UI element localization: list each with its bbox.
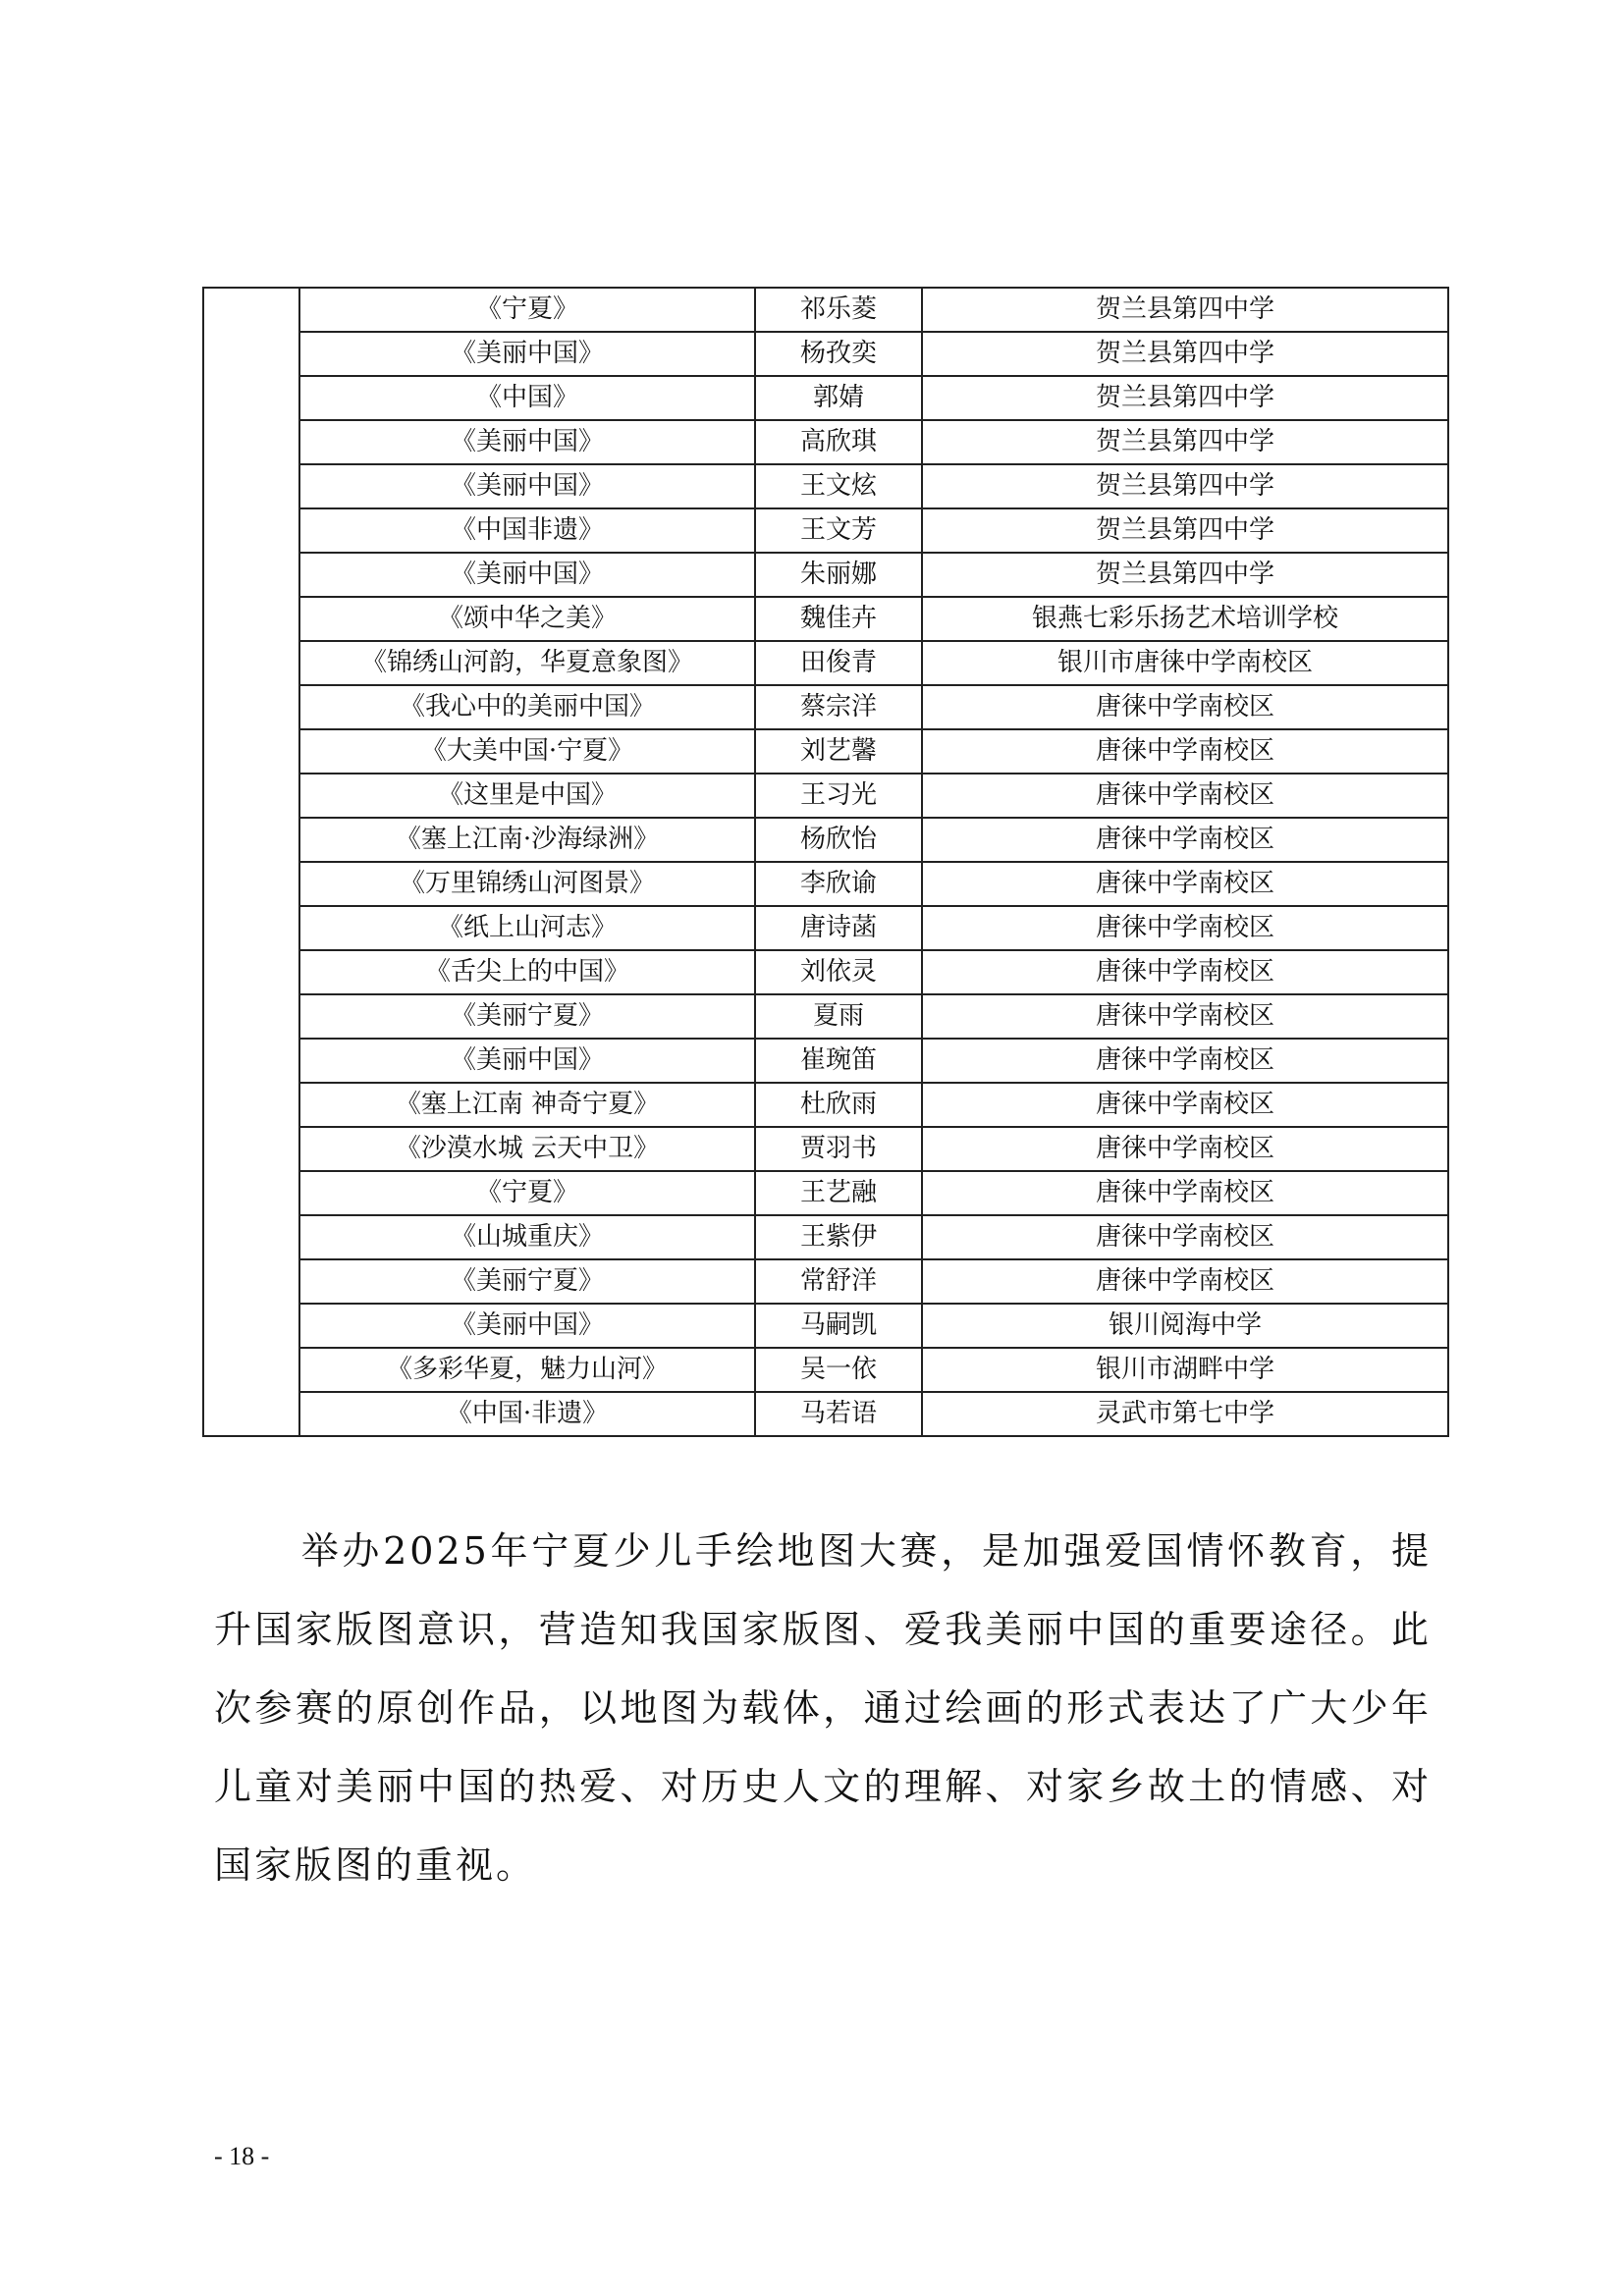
author-cell: 朱丽娜 bbox=[755, 553, 922, 597]
school-cell: 贺兰县第四中学 bbox=[922, 288, 1448, 332]
table-row bbox=[203, 332, 1448, 376]
table-row bbox=[203, 906, 1448, 950]
author-cell: 夏雨 bbox=[755, 994, 922, 1039]
school-cell: 唐徕中学南校区 bbox=[922, 994, 1448, 1039]
table-row bbox=[203, 641, 1448, 685]
work-title-cell: 《美丽中国》 bbox=[299, 464, 755, 508]
work-title-cell: 《中国·非遗》 bbox=[299, 1392, 755, 1436]
author-cell: 马嗣凯 bbox=[755, 1304, 922, 1348]
author-cell: 高欣琪 bbox=[755, 420, 922, 464]
school-cell: 银川市唐徕中学南校区 bbox=[922, 641, 1448, 685]
school-cell: 唐徕中学南校区 bbox=[922, 862, 1448, 906]
table-row bbox=[203, 508, 1448, 553]
work-title-cell: 《这里是中国》 bbox=[299, 774, 755, 818]
school-cell: 唐徕中学南校区 bbox=[922, 774, 1448, 818]
table-row bbox=[203, 1127, 1448, 1171]
table-row bbox=[203, 950, 1448, 994]
award-list-table bbox=[202, 287, 1449, 1437]
work-title-cell: 《美丽中国》 bbox=[299, 1304, 755, 1348]
work-title-cell: 《纸上山河志》 bbox=[299, 906, 755, 950]
table-row bbox=[203, 597, 1448, 641]
author-cell: 魏佳卉 bbox=[755, 597, 922, 641]
author-cell: 王文芳 bbox=[755, 508, 922, 553]
work-title-cell: 《多彩华夏，魅力山河》 bbox=[299, 1348, 755, 1392]
author-cell: 王艺融 bbox=[755, 1171, 922, 1215]
work-title-cell: 《塞上江南 神奇宁夏》 bbox=[299, 1083, 755, 1127]
author-cell: 王习光 bbox=[755, 774, 922, 818]
school-cell: 唐徕中学南校区 bbox=[922, 1127, 1448, 1171]
work-title-cell: 《宁夏》 bbox=[299, 1171, 755, 1215]
author-cell: 田俊青 bbox=[755, 641, 922, 685]
author-cell: 王紫伊 bbox=[755, 1215, 922, 1259]
merged-category-cell bbox=[203, 288, 299, 1436]
author-cell: 杨孜奕 bbox=[755, 332, 922, 376]
author-cell: 贾羽书 bbox=[755, 1127, 922, 1171]
paragraph-text: 举办2025年宁夏少儿手绘地图大赛，是加强爱国情怀教育，提升国家版图意识，营造知我国家版图、爱我美丽中国的重要途径。此次参赛的原创作品，以地图为载体，通过绘画的形式表达了广大少年儿童对美丽中国的热爱、对历史人文的理解、对家乡故土的情感、对国家版图的重视。 bbox=[214, 1529, 1432, 1887]
school-cell: 银川阅海中学 bbox=[922, 1304, 1448, 1348]
author-cell: 吴一依 bbox=[755, 1348, 922, 1392]
school-cell: 唐徕中学南校区 bbox=[922, 906, 1448, 950]
table-row bbox=[203, 1392, 1448, 1436]
table-row bbox=[203, 1171, 1448, 1215]
school-cell: 唐徕中学南校区 bbox=[922, 1215, 1448, 1259]
school-cell: 贺兰县第四中学 bbox=[922, 332, 1448, 376]
work-title-cell: 《锦绣山河韵，华夏意象图》 bbox=[299, 641, 755, 685]
school-cell: 唐徕中学南校区 bbox=[922, 1039, 1448, 1083]
author-cell: 常舒洋 bbox=[755, 1259, 922, 1304]
author-cell: 郭婧 bbox=[755, 376, 922, 420]
table-body bbox=[203, 288, 1448, 1436]
school-cell: 唐徕中学南校区 bbox=[922, 818, 1448, 862]
author-cell: 杜欣雨 bbox=[755, 1083, 922, 1127]
author-cell: 刘依灵 bbox=[755, 950, 922, 994]
author-cell: 祁乐菱 bbox=[755, 288, 922, 332]
work-title-cell: 《塞上江南·沙海绿洲》 bbox=[299, 818, 755, 862]
author-cell: 刘艺馨 bbox=[755, 729, 922, 774]
work-title-cell: 《美丽宁夏》 bbox=[299, 1259, 755, 1304]
table-row bbox=[203, 1348, 1448, 1392]
table-row bbox=[203, 420, 1448, 464]
author-cell: 蔡宗洋 bbox=[755, 685, 922, 729]
table-row bbox=[203, 464, 1448, 508]
table-row bbox=[203, 818, 1448, 862]
school-cell: 贺兰县第四中学 bbox=[922, 420, 1448, 464]
work-title-cell: 《中国非遗》 bbox=[299, 508, 755, 553]
school-cell: 唐徕中学南校区 bbox=[922, 1171, 1448, 1215]
work-title-cell: 《舌尖上的中国》 bbox=[299, 950, 755, 994]
work-title-cell: 《美丽中国》 bbox=[299, 332, 755, 376]
school-cell: 唐徕中学南校区 bbox=[922, 729, 1448, 774]
author-cell: 唐诗菡 bbox=[755, 906, 922, 950]
work-title-cell: 《沙漠水城 云天中卫》 bbox=[299, 1127, 755, 1171]
author-cell: 崔琬笛 bbox=[755, 1039, 922, 1083]
table-row bbox=[203, 1215, 1448, 1259]
author-cell: 杨欣怡 bbox=[755, 818, 922, 862]
table-row bbox=[203, 1304, 1448, 1348]
table-row bbox=[203, 729, 1448, 774]
work-title-cell: 《山城重庆》 bbox=[299, 1215, 755, 1259]
table-row bbox=[203, 994, 1448, 1039]
work-title-cell: 《美丽中国》 bbox=[299, 1039, 755, 1083]
school-cell: 贺兰县第四中学 bbox=[922, 508, 1448, 553]
school-cell: 唐徕中学南校区 bbox=[922, 1083, 1448, 1127]
school-cell: 贺兰县第四中学 bbox=[922, 553, 1448, 597]
body-paragraph bbox=[214, 1512, 1432, 1904]
table-row bbox=[203, 862, 1448, 906]
work-title-cell: 《美丽宁夏》 bbox=[299, 994, 755, 1039]
work-title-cell: 《颂中华之美》 bbox=[299, 597, 755, 641]
table-row bbox=[203, 376, 1448, 420]
school-cell: 银燕七彩乐扬艺术培训学校 bbox=[922, 597, 1448, 641]
page-number: - 18 - bbox=[214, 2142, 270, 2170]
work-title-cell: 《大美中国·宁夏》 bbox=[299, 729, 755, 774]
table-row bbox=[203, 774, 1448, 818]
school-cell: 贺兰县第四中学 bbox=[922, 376, 1448, 420]
table-row bbox=[203, 1259, 1448, 1304]
table-row bbox=[203, 685, 1448, 729]
work-title-cell: 《我心中的美丽中国》 bbox=[299, 685, 755, 729]
author-cell: 马若语 bbox=[755, 1392, 922, 1436]
work-title-cell: 《美丽中国》 bbox=[299, 553, 755, 597]
school-cell: 唐徕中学南校区 bbox=[922, 950, 1448, 994]
school-cell: 银川市湖畔中学 bbox=[922, 1348, 1448, 1392]
school-cell: 灵武市第七中学 bbox=[922, 1392, 1448, 1436]
work-title-cell: 《美丽中国》 bbox=[299, 420, 755, 464]
school-cell: 唐徕中学南校区 bbox=[922, 685, 1448, 729]
author-cell: 李欣谕 bbox=[755, 862, 922, 906]
work-title-cell: 《宁夏》 bbox=[299, 288, 755, 332]
table-row bbox=[203, 553, 1448, 597]
work-title-cell: 《万里锦绣山河图景》 bbox=[299, 862, 755, 906]
table-row bbox=[203, 1083, 1448, 1127]
school-cell: 贺兰县第四中学 bbox=[922, 464, 1448, 508]
table-row bbox=[203, 1039, 1448, 1083]
school-cell: 唐徕中学南校区 bbox=[922, 1259, 1448, 1304]
work-title-cell: 《中国》 bbox=[299, 376, 755, 420]
author-cell: 王文炫 bbox=[755, 464, 922, 508]
table-row bbox=[203, 288, 1448, 332]
